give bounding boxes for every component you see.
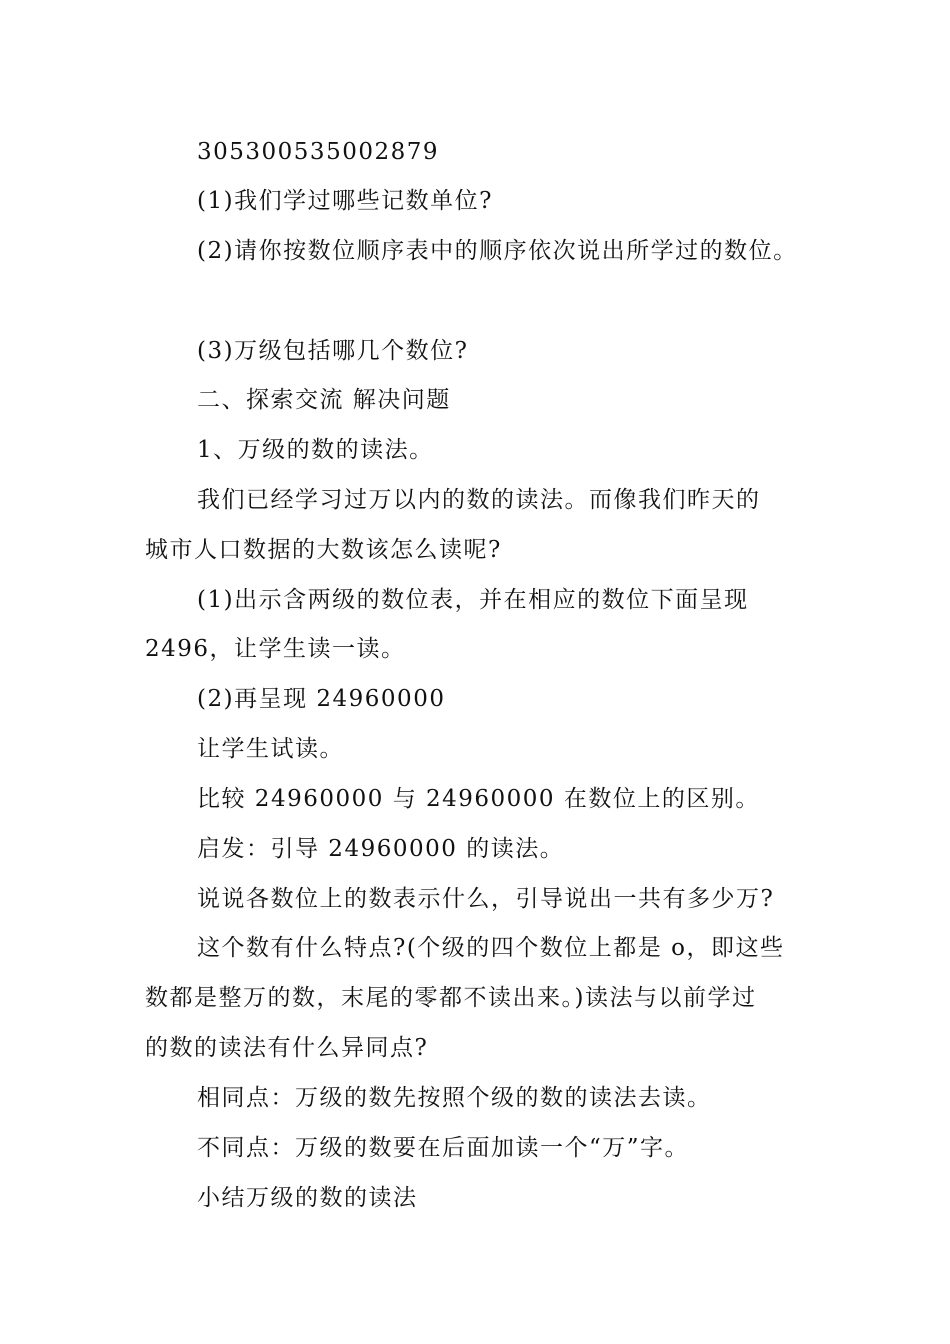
paragraph-line: 不同点：万级的数要在后面加读一个“万”字。 (197, 1135, 690, 1161)
paragraph-line: 数都是整万的数，末尾的零都不读出来。)读法与以前学过 (145, 985, 757, 1011)
paragraph-line: 相同点：万级的数先按照个级的数的读法去读。 (197, 1085, 712, 1111)
question-2: (2)请你按数位顺序表中的顺序依次说出所学过的数位。 (197, 238, 798, 264)
paragraph-line: 的数的读法有什么异同点? (145, 1035, 429, 1061)
subsection-heading: 1、万级的数的读法。 (197, 437, 434, 463)
paragraph-line: 2496，让学生读一读。 (145, 636, 406, 662)
paragraph-line: (1)出示含两级的数位表，并在相应的数位下面呈现 (197, 587, 749, 613)
number-sequence-line: 305300535002879 (197, 139, 439, 165)
question-3: (3)万级包括哪几个数位? (197, 338, 469, 364)
paragraph-line: 让学生试读。 (197, 736, 344, 762)
paragraph-line: 启发：引导 24960000 的读法。 (197, 836, 565, 862)
paragraph-line: 我们已经学习过万以内的数的读法。而像我们昨天的 (197, 487, 761, 513)
paragraph-line: 小结万级的数的读法 (197, 1185, 418, 1211)
paragraph-line: 比较 24960000 与 24960000 在数位上的区别。 (197, 786, 760, 812)
paragraph-line: 说说各数位上的数表示什么，引导说出一共有多少万? (197, 886, 775, 912)
question-1: (1)我们学过哪些记数单位? (197, 188, 493, 214)
paragraph-line: (2)再呈现 24960000 (197, 686, 446, 712)
paragraph-line: 城市人口数据的大数该怎么读呢? (145, 537, 502, 563)
section-heading: 二、探索交流 解决问题 (197, 387, 451, 413)
paragraph-line: 这个数有什么特点?(个级的四个数位上都是 o，即这些 (197, 935, 785, 961)
